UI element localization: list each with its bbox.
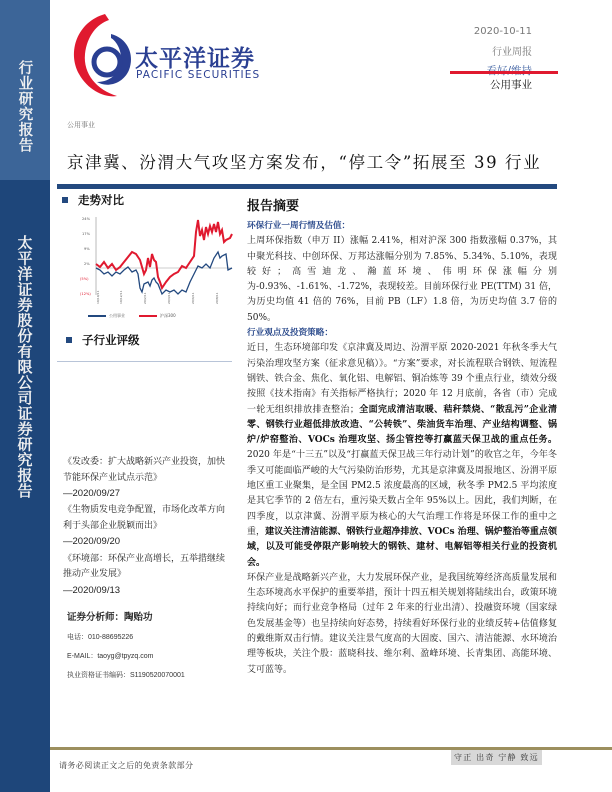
svg-text:17%: 17%: [82, 232, 90, 236]
report-sector: 公用事业: [490, 79, 532, 91]
svg-text:24%: 24%: [82, 217, 90, 221]
trend-heading-text: 走势对比: [78, 193, 124, 207]
legend-hs300-swatch: [139, 315, 157, 317]
svg-text:20/2/11: 20/2/11: [143, 292, 147, 304]
section-title-market: 环保行业一周行情及估值：: [247, 221, 351, 231]
svg-text:20/4/11: 20/4/11: [167, 292, 171, 304]
sidebar-label-company: 太平洋证券股份有限公司证券研究报告: [15, 235, 34, 499]
meta-divider: [450, 71, 558, 74]
strategy-paragraph-1: [247, 341, 557, 570]
sidebar-label-industry-report: 行业研究报告: [16, 59, 34, 153]
abstract-heading: 报告摘要: [247, 199, 300, 214]
abstract-body: [247, 219, 557, 678]
svg-text:9%: 9%: [84, 247, 90, 251]
section-text-market: 上周环保指数（申万 II）涨幅 2.41%，相对沪深 300 指数涨幅 0.37%，其中聚光科技、中创环保、万邦达涨幅分别为 7.85%、5.34%、5.10%，表现较好；高雪迪龙、瀚蓝环境、伟明环保涨幅分别为-0.93%、-1.61%、-1.72%，表现较差。目前环保行业 PE(TTM) 31 倍，为历史均值 41 倍的 76%，目前 PB（LF）1.8 倍，为历史均值 3.7 倍的 50%。: [247, 236, 557, 323]
y-axis-labels: [80, 217, 91, 296]
disclaimer-text: 请务必阅读正文之后的免责条款部分: [59, 761, 194, 770]
related-report-item[interactable]: [63, 455, 231, 502]
legend-hs300-label: 沪深300: [160, 313, 176, 318]
chart-legend: [88, 313, 176, 319]
svg-text:20/8/11: 20/8/11: [215, 292, 219, 304]
brand-name-en: PACIFIC SECURITIES: [136, 69, 261, 81]
left-divider: [57, 361, 232, 362]
breadcrumb: 公用事业: [67, 121, 95, 129]
strategy-text-d-bold: 建议关注清洁能源、钢铁行业超净排放、VOCs 治理、锅炉整治等重点领域，以及可能受停限产影响较大的钢铁、建材、电解铝等相关行业的投资机会。: [247, 526, 557, 568]
related-report-item[interactable]: [63, 552, 231, 599]
brand-name-cn: 太平洋证券: [135, 46, 255, 72]
related-report-item[interactable]: [63, 503, 231, 550]
strategy-text-b-bold: 全面完成清洁取暖、秸秆禁烧、“散乱污”企业清零、钢铁行业超低排放改造、“公转铁”、柴油货车治理、产业结构调整、锅炉/炉窑整治、VOCs 治理攻坚、扬尘管控等打赢蓝天保卫战的重点任务。: [247, 404, 557, 446]
related-report-title[interactable]: 《发改委：扩大战略新兴产业投资，加快节能环保产业试点示范》: [63, 457, 226, 483]
svg-text:(12%): (12%): [80, 292, 91, 296]
svg-text:2%: 2%: [84, 262, 90, 266]
related-report-date: —2020/09/13: [63, 584, 121, 596]
related-report-date: —2020/09/20: [63, 536, 121, 548]
section-title-strategy: 行业观点及投资策略：: [247, 328, 333, 339]
trend-heading: [62, 192, 124, 208]
series-hs300-line: [96, 220, 232, 288]
company-motto: 守正 出奇 宁静 致远: [451, 750, 542, 765]
trend-chart-svg: [80, 212, 240, 307]
rating-heading-text: 子行业评级: [82, 333, 140, 347]
trend-chart: [80, 212, 240, 302]
related-report-date: —2020/09/27: [63, 488, 121, 500]
analyst-info: [67, 609, 237, 680]
pacific-swirl-icon: [67, 12, 137, 98]
analyst-license: 执业资格证书编码：S1190520070001: [67, 672, 185, 679]
related-reports: [63, 455, 231, 600]
svg-text:20/6/11: 20/6/11: [191, 292, 195, 304]
series-utilities-line: [96, 252, 232, 294]
abstract-divider: [240, 184, 557, 189]
x-axis-labels: [96, 290, 219, 304]
analyst-name: 证券分析师：陶贻功: [67, 612, 153, 623]
page-title: 京津冀、汾渭大气攻坚方案发布，“停工令”拓展至 39 行业: [67, 153, 542, 172]
analyst-phone: 电话：010-88695226: [67, 634, 134, 641]
bullet-square-icon: [62, 197, 68, 203]
svg-text:19/12/11: 19/12/11: [119, 290, 123, 304]
analyst-email[interactable]: E-MAIL：taoyg@tpyzq.com: [67, 653, 154, 660]
brand-logo: [67, 12, 267, 98]
bullet-square-icon: [66, 337, 72, 343]
related-report-title[interactable]: 《环境部：环保产业高增长，五举措继续推动产业发展》: [63, 553, 226, 580]
strategy-text-c: 2020 年是“十三五”以及“打赢蓝天保卫战三年行动计划”的收官之年，今年冬季又可能面临严峻的大气污染防治形势，尤其是京津冀及周报地区、汾渭平原地区重工业聚集，是全国 PM2.5 浓度最高的区域，秋冬季 PM2.5 平均浓度是其它季节的 2 倍左右，重污染天数占全年 95%以上。因此，我们判断，在四季度，以京津冀、汾渭平原为核心的大气治理工作将是环保工作的重中之重，: [247, 450, 557, 537]
rating-heading: [66, 332, 140, 348]
related-report-title[interactable]: 《生物质发电竞争配置，市场化改革方向利于头部企业脱颖而出》: [63, 505, 226, 531]
legend-utilities-label: 公用事业: [109, 313, 125, 318]
report-date: 2020-10-11: [473, 26, 532, 37]
svg-text:19/10/11: 19/10/11: [96, 290, 100, 304]
strategy-paragraph-2: 环保产业是战略新兴产业，大力发展环保产业，是我国统筹经济高质量发展和生态环境高水平保护的重要举措，预计十四五相关规划将陆续出台，政策环境持续向好；而行业竞争格局（过年 2 年来的行业出清）、投融资环境（国家绿色发展基金等）也呈持续向好态势，持续看好环保行业的业绩反转+估值修复的戴维斯双击行情。建议关注景气度高的大固废、国六、清洁能源、水环境治理等板块，关注个股：蓝晓科技、维尔利、盈峰环境、长青集团、高能环境、艾可蓝等。: [247, 572, 557, 675]
legend-utilities-swatch: [88, 315, 106, 317]
report-type: 行业周报: [492, 47, 532, 58]
strategy-text-a: 近日，生态环境部印发《京津冀及周边、汾渭平原 2020-2021 年秋冬季大气污染治理攻坚方案（征求意见稿）》。“方案”要求，对长流程联合钢铁、短流程钢铁、铁合金、焦化、氧化铝、电解铝、铜冶炼等 39 个重点行业，绩效分级按照《技术指南》有关指标严格执行；2020 年 12 月底前，各省（市）完成一轮无组织排放排查整治；: [247, 343, 557, 415]
svg-text:(5%): (5%): [80, 277, 89, 281]
